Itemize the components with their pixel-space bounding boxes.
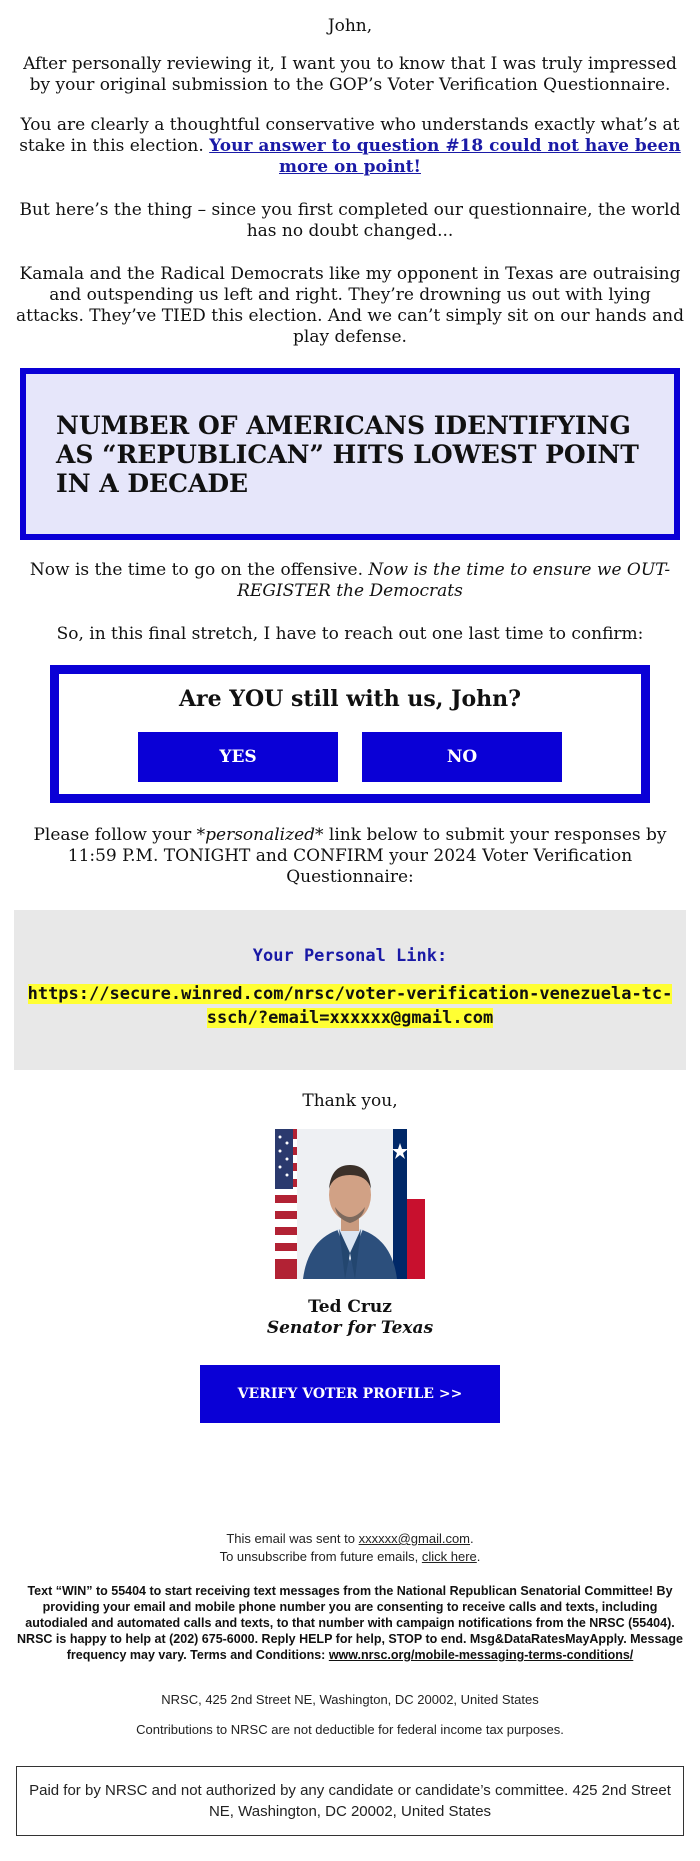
- poll-question: Are YOU still with us, John?: [178, 686, 522, 712]
- paragraph-personalized: [14, 825, 686, 888]
- email-body-link-intro: [14, 825, 686, 888]
- personal-link-box[interactable]: [14, 910, 686, 1070]
- footer-sent-to: [14, 1530, 686, 1566]
- unsubscribe-suffix: .: [476, 1549, 481, 1564]
- no-button[interactable]: NO: [362, 732, 562, 782]
- footer-address: NRSC, 425 2nd Street NE, Washington, DC 20002, United States: [161, 1692, 539, 1707]
- senator-portrait-image: [275, 1129, 425, 1279]
- signer-name: Ted Cruz: [308, 1297, 392, 1317]
- unsubscribe-line: [14, 1548, 686, 1566]
- paragraph-personalized-a: Please follow your: [33, 825, 197, 845]
- footer-sms-disclaimer: [14, 1583, 686, 1663]
- personal-link-url-text[interactable]: https://secure.winred.com/nrsc/voter-verification-venezuela-tc-ssch/?email=xxxxxx@gmail.com: [27, 984, 673, 1028]
- headline-text: NUMBER OF AMERICANS IDENTIFYING AS “REPUBLICAN” HITS LOWEST POINT IN A DECADE: [56, 410, 639, 498]
- question-18-link[interactable]: Your answer to question #18 could not have been more on point!: [209, 136, 681, 177]
- poll-box: [50, 665, 650, 803]
- email-body-continued: [14, 560, 686, 645]
- email-body: [14, 0, 686, 348]
- thanks-text: Thank you,: [302, 1091, 398, 1111]
- paragraph-changed: But here’s the thing – since you first completed our questionnaire, the world has no doubt changed...: [19, 200, 681, 241]
- signature-block: [14, 1091, 686, 1423]
- paragraph-conservative-text: You are clearly a thoughtful conservative who understands exactly what’s at stake in this election.: [19, 115, 680, 156]
- paid-for-disclaimer: Paid for by NRSC and not authorized by any candidate or candidate’s committee. 425 2nd Street NE, Washington, DC 20002, United States: [16, 1766, 684, 1836]
- poll-buttons: [59, 732, 641, 782]
- paragraph-offensive: [14, 560, 686, 602]
- sent-to-prefix: This email was sent to: [226, 1531, 359, 1546]
- sent-to-email-link[interactable]: xxxxxx@gmail.com: [358, 1531, 471, 1546]
- unsubscribe-link[interactable]: click here: [421, 1549, 477, 1564]
- personal-link-url[interactable]: [14, 982, 686, 1030]
- personal-link-label: Your Personal Link:: [252, 946, 448, 966]
- yes-button[interactable]: YES: [138, 732, 338, 782]
- paragraph-personalized-b: link below to submit your responses by 11:59 P.M. TONIGHT and CONFIRM your 2024 Voter Verification Questionnaire:: [67, 825, 667, 887]
- sms-disclaimer-text: Text “WIN” to 55404 to start receiving text messages from the National Republican Senatorial Committee! By providing your email and mobile phone number you are consenting to receive calls and texts, including autodialed and automated calls and texts, to that number with campaign notifications from the NRSC (55404). NRSC is happy to help at (202) 675-6000. Reply HELP for help, STOP to end. Msg&DataRatesMayApply. Message frequency may vary. Terms and Conditions:: [17, 1584, 683, 1662]
- paragraph-final-stretch: So, in this final stretch, I have to reach out one last time to confirm:: [56, 624, 644, 644]
- paragraph-offensive-text: Now is the time to go on the offensive.: [29, 560, 369, 580]
- unsubscribe-prefix: To unsubscribe from future emails,: [219, 1549, 422, 1564]
- signer-title: Senator for Texas: [266, 1318, 434, 1338]
- footer-tax-note: Contributions to NRSC are not deductible for federal income tax purposes.: [136, 1722, 564, 1737]
- paragraph-personalized-italic: *personalized*: [196, 825, 324, 845]
- paragraph-offensive-italic: Now is the time to ensure we OUT-REGISTER the Democrats: [237, 560, 671, 601]
- senator-photo: [275, 1129, 425, 1279]
- greeting: John,: [327, 16, 373, 36]
- sent-to-line: [14, 1530, 686, 1548]
- paragraph-review: After personally reviewing it, I want you to know that I was truly impressed by your original submission to the GOP’s Voter Verification Questionnaire.: [23, 54, 677, 95]
- paragraph-opponent: Kamala and the Radical Democrats like my opponent in Texas are outraising and outspending us left and right. They’re drowning us out with lying attacks. They’ve TIED this election. And we can’t simply sit on our hands and play defense.: [16, 264, 684, 347]
- sms-terms-link[interactable]: www.nrsc.org/mobile-messaging-terms-conditions/: [328, 1648, 634, 1662]
- paragraph-conservative: [14, 115, 686, 178]
- headline-banner[interactable]: [20, 368, 680, 540]
- sent-to-suffix: .: [470, 1531, 474, 1546]
- verify-voter-profile-button[interactable]: VERIFY VOTER PROFILE >>: [200, 1365, 500, 1423]
